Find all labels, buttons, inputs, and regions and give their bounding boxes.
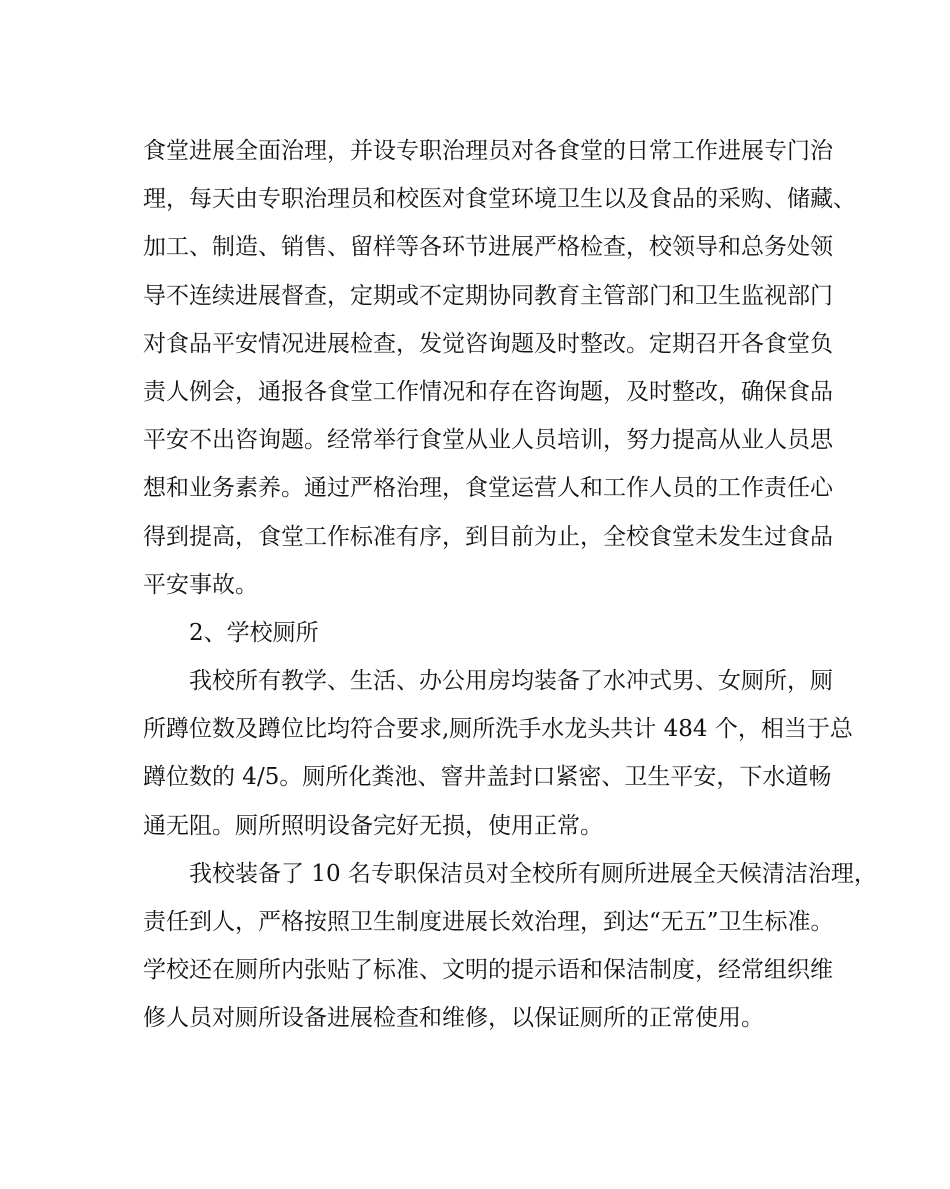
text-line: 导不连续进展督查，定期或不定期协同教育主管部门和卫生监视部门 — [143, 282, 833, 309]
text-line: 得到提高，食堂工作标准有序，到目前为止，全校食堂未发生过食品 — [143, 523, 833, 550]
section-heading: 2、学校厕所 — [189, 619, 319, 646]
text-line: 我校所有教学、生活、办公用房均装备了水冲式男、女厕所，厕 — [189, 668, 833, 695]
text-line: 所蹲位数及蹲位比均符合要求,厕所洗手水龙头共计 484 个，相当于总 — [143, 716, 853, 743]
text-line: 理，每天由专职治理员和校医对食堂环境卫生以及食品的采购、储藏、 — [143, 186, 856, 213]
text-line: 责任到人，严格按照卫生制度进展长效治理，到达“无五”卫生标准。 — [143, 909, 834, 935]
text-line: 平安不出咨询题。经常举行食堂从业人员培训，努力提高从业人员思 — [143, 427, 833, 454]
text-line: 加工、制造、销售、留样等各环节进展严格检查，校领导和总务处领 — [143, 234, 833, 261]
text-line: 责人例会，通报各食堂工作情况和存在咨询题，及时整改，确保食品 — [143, 378, 833, 405]
text-line: 我校装备了 10 名专职保洁员对全校所有厕所进展全天候清洁治理， — [189, 860, 877, 887]
text-line: 食堂进展全面治理，并设专职治理员对各食堂的日常工作进展专门治 — [143, 138, 833, 164]
text-line: 平安事故。 — [143, 571, 258, 598]
text-line: 修人员对厕所设备进展检查和维修，以保证厕所的正常使用。 — [143, 1005, 764, 1032]
text-line: 蹲位数的 4/5。厕所化粪池、窨井盖封口紧密、卫生平安，下水道畅 — [143, 764, 832, 791]
text-line: 学校还在厕所内张贴了标准、文明的提示语和保洁制度，经常组织维 — [143, 957, 833, 984]
text-line: 想和业务素养。通过严格治理，食堂运营人和工作人员的工作责任心 — [143, 475, 833, 502]
document-body — [143, 127, 877, 1043]
text-line: 通无阻。厕所照明设备完好无损，使用正常。 — [143, 812, 603, 839]
text-line: 对食品平安情况进展检查，发觉咨询题及时整改。定期召开各食堂负 — [143, 330, 833, 357]
